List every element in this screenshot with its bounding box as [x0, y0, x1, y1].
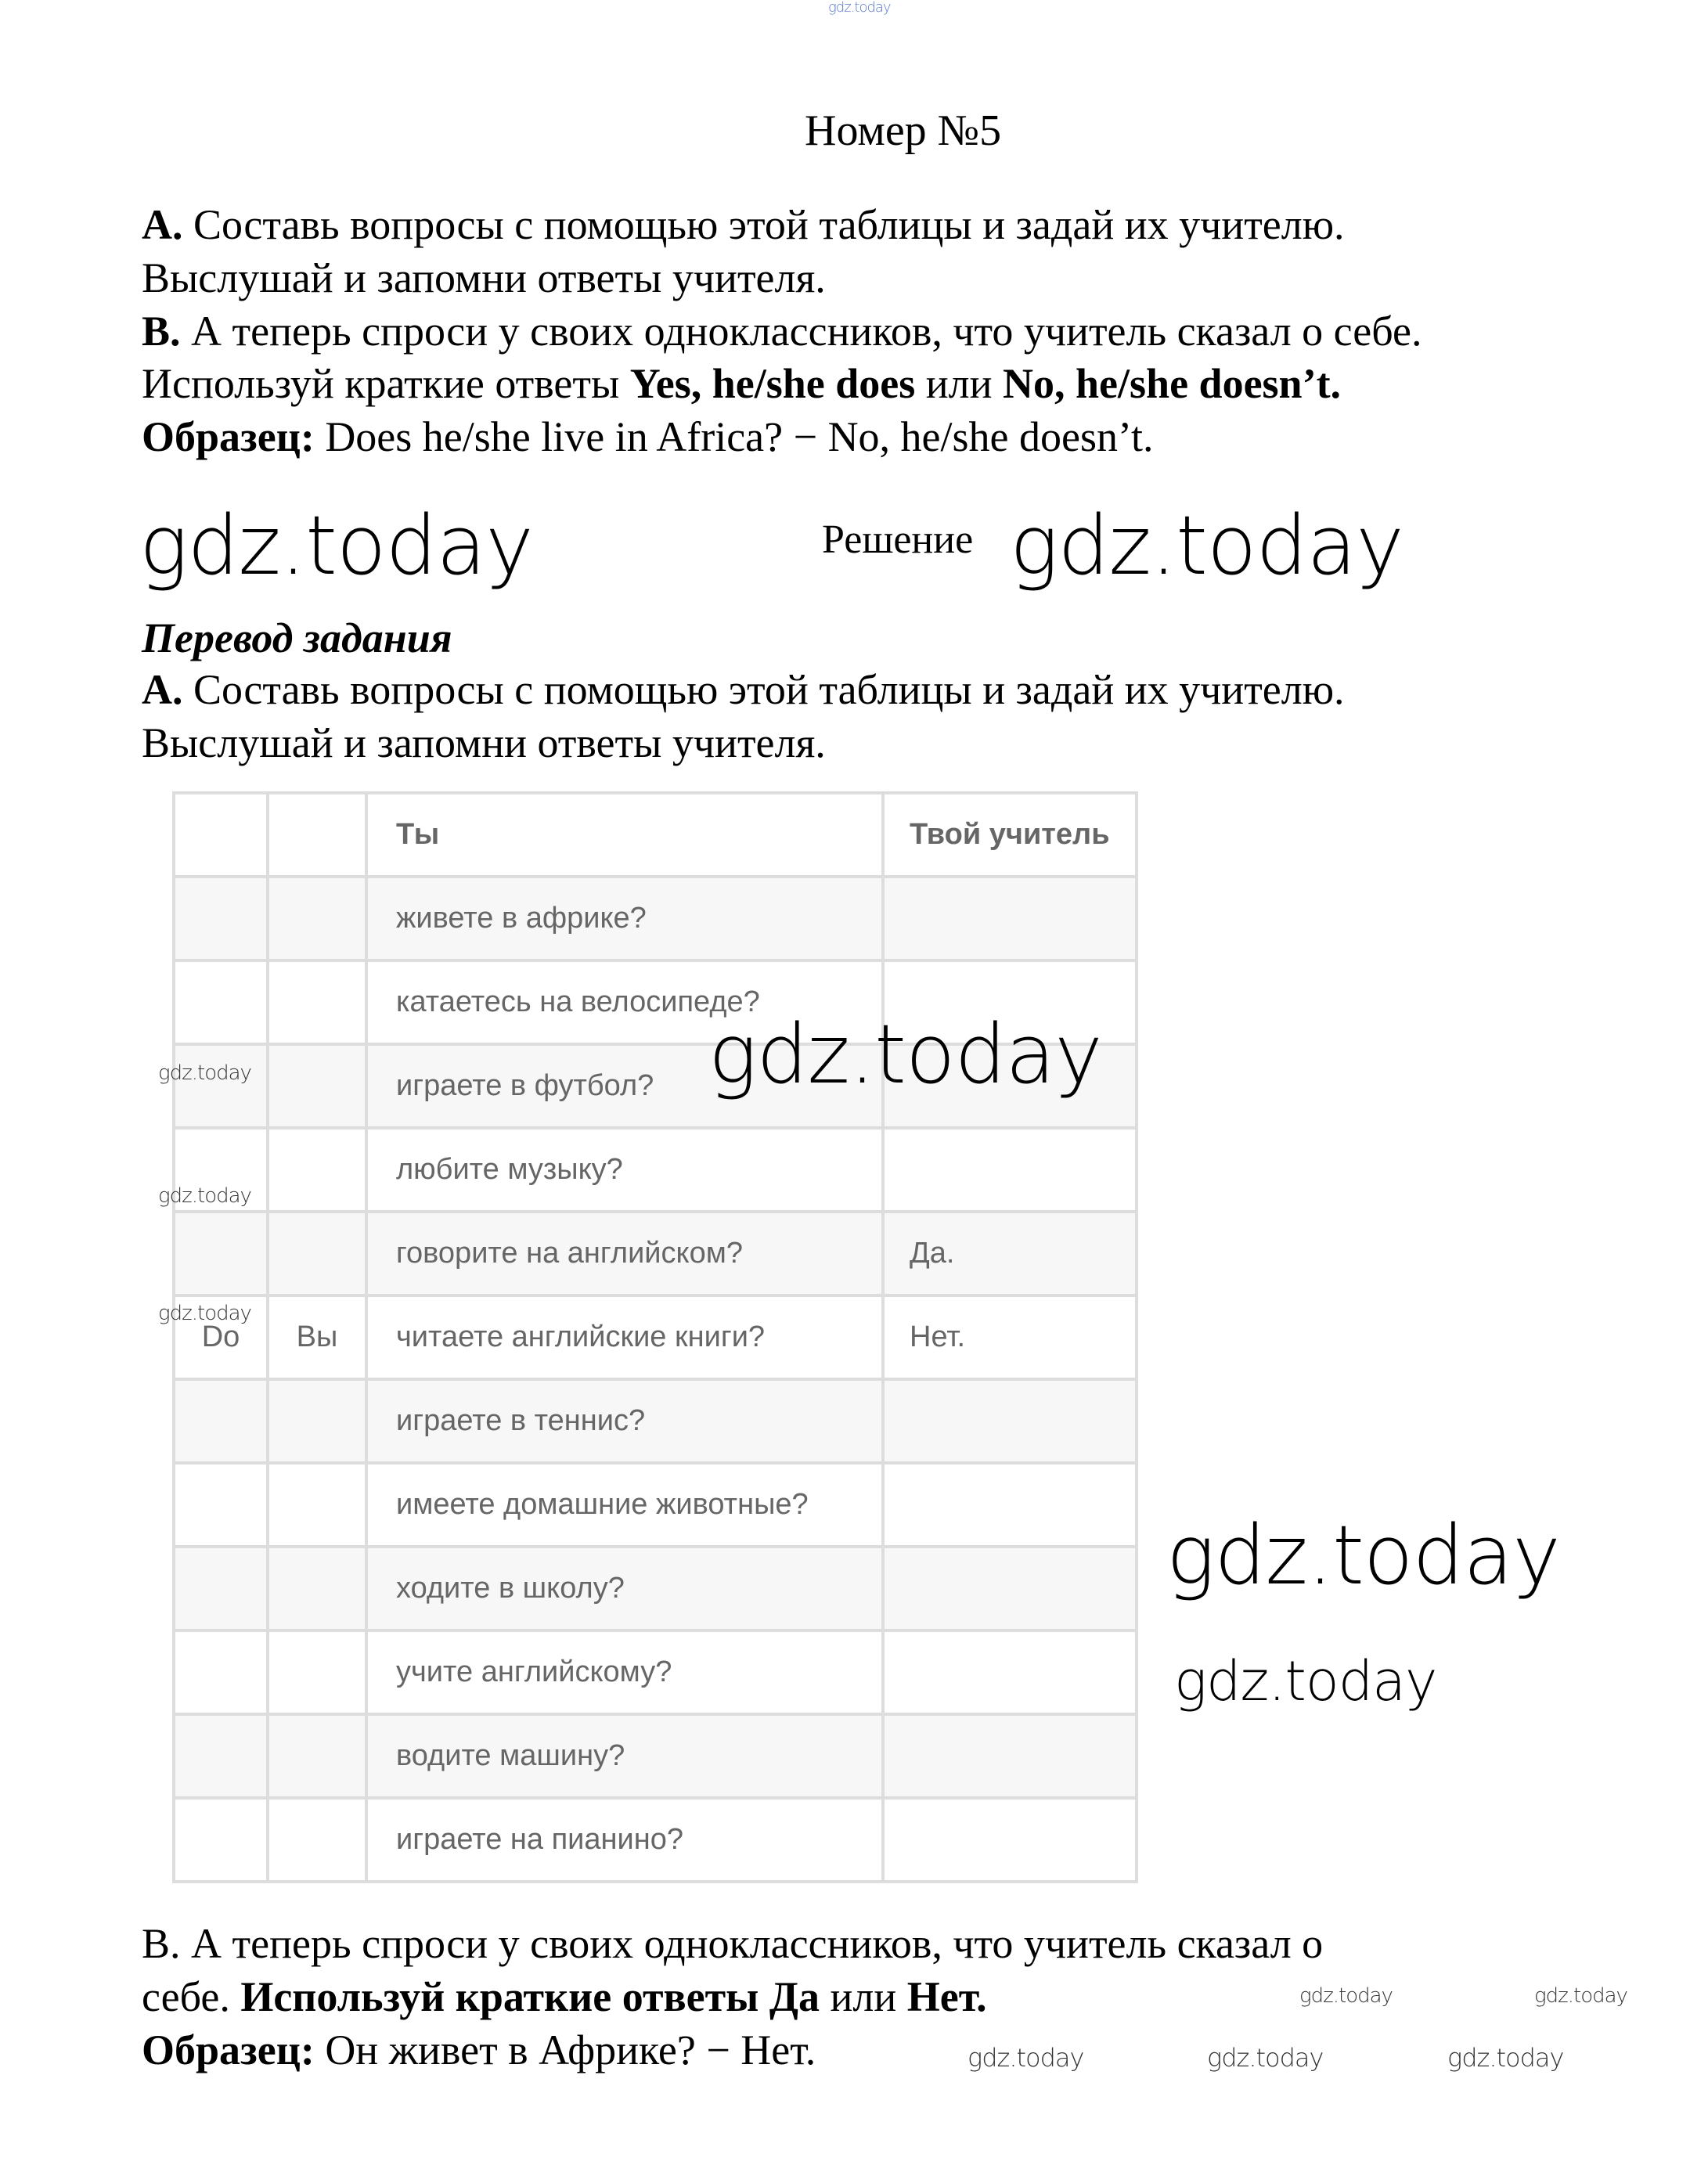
watermark-large: gdz.today — [1010, 498, 1404, 593]
header-cell — [174, 793, 268, 877]
translation-a-label: A. — [142, 666, 183, 713]
question-cell: водите машину? — [366, 1714, 883, 1798]
table-row — [174, 1798, 1137, 1882]
teacher-answer-cell — [883, 1463, 1137, 1547]
question-cell: читаете английские книги? — [366, 1295, 883, 1379]
task-b-no: No, he/she doesn’t. — [1003, 360, 1342, 407]
translation-sample-text: Он живет в Африке? − Нет. — [314, 2026, 816, 2073]
subject-cell — [268, 877, 366, 960]
task-b-yes: Yes, he/she does — [629, 360, 916, 407]
task-a-line1 — [142, 200, 1345, 249]
teacher-answer-cell — [883, 877, 1137, 960]
question-cell: ходите в школу? — [366, 1547, 883, 1630]
subject-cell — [268, 1630, 366, 1714]
table-row — [174, 1379, 1137, 1463]
auxiliary-cell — [174, 960, 268, 1044]
subject-cell — [268, 1128, 366, 1212]
task-b-line1 — [142, 307, 1422, 355]
header-cell — [268, 793, 366, 877]
subject-cell — [268, 1379, 366, 1463]
solution-label: Решение — [822, 517, 974, 562]
auxiliary-cell — [174, 877, 268, 960]
question-cell: говорите на английском? — [366, 1212, 883, 1295]
auxiliary-cell — [174, 1630, 268, 1714]
subject-cell — [268, 1044, 366, 1128]
question-cell: играете на пианино? — [366, 1798, 883, 1882]
task-a-line2: Выслушай и запомни ответы учителя. — [142, 254, 826, 301]
task-a-label: A. — [142, 201, 183, 248]
auxiliary-cell — [174, 1714, 268, 1798]
table-row — [174, 1714, 1137, 1798]
question-cell: живете в африке? — [366, 877, 883, 960]
watermark-small: gdz.today — [1207, 2043, 1324, 2073]
watermark-small: gdz.today — [158, 1302, 251, 1325]
auxiliary-cell — [174, 1547, 268, 1630]
teacher-answer-cell — [883, 1630, 1137, 1714]
task-b-or: или — [915, 360, 1004, 407]
table-row — [174, 1547, 1137, 1630]
translation-b-line2 — [142, 1972, 987, 2021]
translation-a-line1 — [142, 665, 1345, 714]
task-sample-text: Does he/she live in Africa? − No, he/she doesn’t. — [314, 413, 1154, 460]
watermark-medium: gdz.today — [1174, 1649, 1437, 1713]
watermark-large: gdz.today — [1166, 1508, 1560, 1603]
auxiliary-cell — [174, 1212, 268, 1295]
table-header-row — [174, 793, 1137, 877]
watermark-small: gdz.today — [158, 1061, 251, 1085]
task-b-text: А теперь спроси у своих одноклассников, что учитель сказал о себе. — [180, 308, 1422, 355]
teacher-answer-cell — [883, 1798, 1137, 1882]
translation-b-or: или — [819, 1973, 907, 2020]
table-row — [174, 877, 1137, 960]
teacher-answer-cell: Да. — [883, 1212, 1137, 1295]
watermark-small: gdz.today — [1447, 2043, 1564, 2073]
header-you: Ты — [366, 793, 883, 877]
subject-cell: Вы — [268, 1295, 366, 1379]
watermark-small: gdz.today — [1534, 1984, 1627, 2008]
watermark-top: gdz.today — [828, 0, 891, 16]
translation-sample — [142, 2026, 816, 2074]
table-row — [174, 1463, 1137, 1547]
task-sample — [142, 413, 1154, 461]
page-title: Номер №5 — [805, 106, 1002, 155]
teacher-answer-cell — [883, 1714, 1137, 1798]
question-cell: катаетесь на велосипеде? — [366, 960, 883, 1044]
translation-b-no: Нет. — [906, 1973, 987, 2020]
watermark-small: gdz.today — [1299, 1984, 1393, 2008]
subject-cell — [268, 1463, 366, 1547]
teacher-answer-cell — [883, 1379, 1137, 1463]
table-row — [174, 1630, 1137, 1714]
question-cell: учите английскому? — [366, 1630, 883, 1714]
task-a-text: Составь вопросы с помощью этой таблицы и задай их учителю. — [182, 201, 1345, 248]
header-teacher: Твой учитель — [883, 793, 1137, 877]
translation-b-line1: B. А теперь спроси у своих одноклассников, что учитель сказал о — [142, 1920, 1324, 1967]
task-sample-label: Образец: — [142, 413, 315, 460]
teacher-answer-cell — [883, 1128, 1137, 1212]
question-cell: играете в футбол? — [366, 1044, 883, 1128]
auxiliary-cell — [174, 1379, 268, 1463]
task-b-pre: Используй краткие ответы — [142, 360, 630, 407]
watermark-small: gdz.today — [968, 2043, 1084, 2073]
table-row — [174, 1212, 1137, 1295]
task-b-line2 — [142, 359, 1341, 408]
subject-cell — [268, 1212, 366, 1295]
table-row — [174, 1128, 1137, 1212]
subject-cell — [268, 1547, 366, 1630]
watermark-large: gdz.today — [139, 498, 533, 593]
task-b-label: B. — [142, 308, 181, 355]
translation-sample-label: Образец: — [142, 2026, 315, 2073]
question-cell: играете в теннис? — [366, 1379, 883, 1463]
auxiliary-cell — [174, 1463, 268, 1547]
teacher-answer-cell — [883, 1547, 1137, 1630]
question-cell: имеете домашние животные? — [366, 1463, 883, 1547]
auxiliary-cell — [174, 1798, 268, 1882]
questions-table — [172, 791, 1138, 1883]
subject-cell — [268, 960, 366, 1044]
question-cell: любите музыку? — [366, 1128, 883, 1212]
translation-b-bold: Используй краткие ответы Да — [240, 1973, 820, 2020]
subject-cell — [268, 1714, 366, 1798]
table-row — [174, 1295, 1137, 1379]
translation-heading: Перевод задания — [142, 614, 452, 661]
watermark-large: gdz.today — [708, 1007, 1102, 1102]
translation-a-line2: Выслушай и запомни ответы учителя. — [142, 719, 826, 766]
translation-b-pre: себе. — [142, 1973, 241, 2020]
teacher-answer-cell: Нет. — [883, 1295, 1137, 1379]
auxiliary-cell — [174, 1044, 268, 1128]
watermark-small: gdz.today — [158, 1184, 251, 1208]
translation-a-text: Составь вопросы с помощью этой таблицы и задай их учителю. — [182, 666, 1345, 713]
subject-cell — [268, 1798, 366, 1882]
auxiliary-cell: Do — [174, 1295, 268, 1379]
